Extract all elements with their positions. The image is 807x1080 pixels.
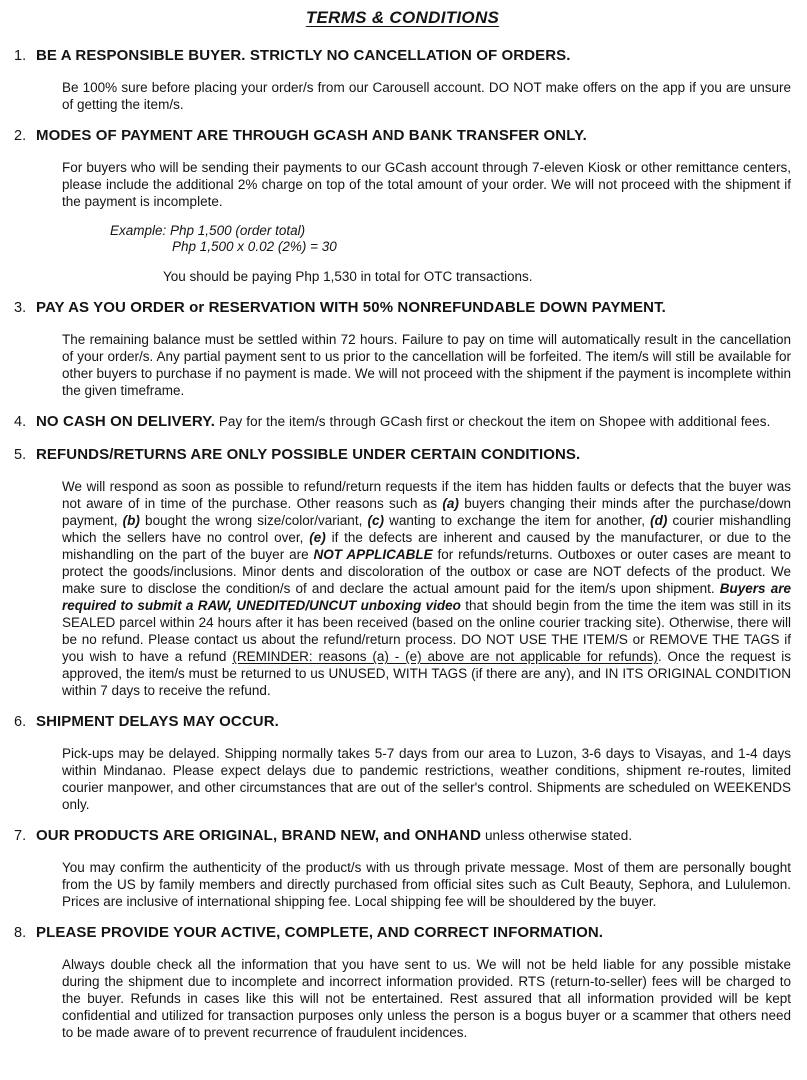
text-run: You should be paying Php 1,530 in total for OTC transactions. [163, 269, 533, 284]
section-number: 4. [14, 414, 27, 430]
section-paragraph [62, 159, 791, 210]
terms-section [14, 298, 791, 399]
text-run: PLEASE PROVIDE YOUR ACTIVE, COMPLETE, AND CORRECT INFORMATION. [36, 924, 604, 941]
text-run: The remaining balance must be settled within 72 hours. Failure to pay on time will automatically result in the cancellation of your order/s. Any partial payment sent to us prior to the cancellation will be forfeited. The item/s will still be available for other buyers to purchase if no payment is made. We will not proceed with the shipment if the payment is incomplete within the given timeframe. [62, 332, 791, 398]
text-run: PAY AS YOU ORDER or RESERVATION WITH 50% NONREFUNDABLE DOWN PAYMENT. [36, 299, 666, 316]
text-run: (d) [650, 513, 668, 528]
section-heading-row [14, 826, 791, 846]
text-run: (a) [442, 496, 459, 511]
terms-section [14, 412, 791, 432]
text-run: Php 1,500 x 0.02 (2%) = 30 [172, 239, 337, 254]
section-heading-row [14, 46, 791, 66]
payment-example [110, 223, 791, 255]
section-body [62, 478, 791, 699]
section-number: 6. [14, 714, 27, 730]
section-paragraph [62, 859, 791, 910]
text-run: NO CASH ON DELIVERY. [36, 413, 215, 430]
otc-total-note [163, 268, 791, 285]
section-heading [36, 298, 666, 318]
section-heading-row [14, 445, 791, 465]
text-run: OUR PRODUCTS ARE ORIGINAL, BRAND NEW, and ONHAND [36, 827, 482, 844]
section-body [62, 79, 791, 113]
section-paragraph [62, 956, 791, 1041]
text-run: courier mishandling which the sellers have no control over, [62, 513, 791, 545]
section-heading-row [14, 298, 791, 318]
text-run: buyers changing their minds after the purchase/down payment, [62, 496, 792, 528]
text-run: wanting to exchange the item for another, [383, 513, 651, 528]
text-run: Always double check all the information that you have sent to us. We will not be held liable for any possible mistake during the shipment due to incomplete and incorrect information provided. RTS (return-to-seller) fees will be charged to the buyer. Refunds in cases like this will not be entertained. Rest assured that all information provided will be kept confidential and utilized for transaction purposes only unless the person is a bogus buyer or a scammer that others need to be made aware of to prevent recurrence of fraudulent incidences. [62, 957, 791, 1040]
text-run: NOT APPLICABLE [313, 547, 433, 562]
text-run: BE A RESPONSIBLE BUYER. STRICTLY NO CANCELLATION OF ORDERS. [36, 47, 571, 64]
text-run: . Once the request is approved, the item/s must be returned to us UNUSED, WITH TAGS (if there are any), and IN ITS ORIGINAL CONDITION within 7 days to receive the refund. [62, 649, 791, 698]
section-number: 3. [14, 300, 27, 316]
section-heading-row [14, 712, 791, 732]
terms-section [14, 126, 791, 285]
terms-section [14, 46, 791, 113]
text-run: Pay for the item/s through GCash first or checkout the item on Shopee with additional fees. [214, 414, 771, 429]
section-heading [36, 46, 571, 66]
text-run: Be 100% sure before placing your order/s from our Carousell account. DO NOT make offers on the app if you are unsure of getting the item/s. [62, 80, 791, 112]
text-run: (b) [122, 513, 140, 528]
terms-section [14, 923, 791, 1041]
text-run: bought the wrong size/color/variant, [139, 513, 368, 528]
text-run: REFUNDS/RETURNS ARE ONLY POSSIBLE UNDER CERTAIN CONDITIONS. [36, 446, 581, 463]
section-number: 2. [14, 128, 27, 144]
section-paragraph [62, 745, 791, 813]
section-number: 5. [14, 447, 27, 463]
section-heading [36, 712, 279, 732]
section-heading [36, 412, 770, 432]
section-heading [36, 826, 632, 846]
section-heading-row [14, 923, 791, 943]
terms-section [14, 712, 791, 813]
text-run: Pick-ups may be delayed. Shipping normally takes 5-7 days from our area to Luzon, 3-6 days to Visayas, and 1-4 days within Mindanao. Please expect delays due to pandemic restrictions, weather conditions, shipment re-routes, limited courier manpower, and other circumstances that are out of the seller's control. Shipments are scheduled on WEEKENDS only. [62, 746, 791, 812]
text-run: You may confirm the authenticity of the product/s with us through private message. Most of them are personally bought from the US by family members and directly purchased from official sites such as Cult Beauty, Sephora, and Lululemon. Prices are inclusive of international shipping fee. Local shipping fee will be shouldered by the buyer. [62, 860, 791, 909]
terms-section [14, 826, 791, 910]
example-line [110, 223, 791, 239]
section-paragraph [62, 478, 791, 699]
text-run: MODES OF PAYMENT ARE THROUGH GCASH AND BANK TRANSFER ONLY. [36, 127, 587, 144]
section-heading [36, 445, 580, 465]
text-run: For buyers who will be sending their payments to our GCash account through 7-eleven Kiosk or other remittance centers, please include the additional 2% charge on top of the total amount of your order. We will not proceed with the shipment if the payment is incomplete. [62, 160, 791, 209]
text-run: Example: Php 1,500 (order total) [110, 223, 306, 238]
section-number: 8. [14, 925, 27, 941]
text-run: (e) [309, 530, 326, 545]
section-paragraph [62, 331, 791, 399]
text-run: if the defects are inherent and caused by the manufacturer, or due to the mishandling on the part of the buyer are [62, 530, 792, 562]
text-run: SHIPMENT DELAYS MAY OCCUR. [36, 713, 279, 730]
section-body [62, 956, 791, 1041]
page-title: TERMS & CONDITIONS [305, 8, 500, 27]
text-run: Buyers are required to submit a RAW, UNEDITED/UNCUT unboxing video [62, 581, 791, 613]
section-heading-row [14, 412, 791, 432]
section-paragraph [62, 79, 791, 113]
sections-list [14, 46, 791, 1041]
text-run: for refunds/returns. Outboxes or outer cases are meant to protect the goods/inclusions. Minor dents and discoloration of the outbox or case are NOT defects of the product. We make sure to disclose the condition/s of and declare the actual amount paid for the item/s upon shipment. [62, 547, 792, 596]
section-heading [36, 923, 603, 943]
section-body [62, 159, 791, 285]
text-run: unless otherwise stated. [481, 828, 633, 843]
terms-section [14, 445, 791, 699]
text-run: (c) [367, 513, 384, 528]
section-body [62, 859, 791, 910]
text-run: We will respond as soon as possible to refund/return requests if the item has hidden faults or defects that the buyer was not aware of in time of the purchase. Other reasons such as [62, 479, 791, 511]
section-number: 1. [14, 48, 27, 64]
section-heading [36, 126, 587, 146]
text-run: that should begin from the time the item was still in its SEALED parcel within 24 hours after it has been received (based on the online courier tracking site). Otherwise, there will be no refund. Please contact us about the refund/return process. DO NOT USE THE ITEM/S or REMOVE THE TAGS if you wish to have a refund [62, 598, 791, 664]
section-number: 7. [14, 828, 27, 844]
example-line [110, 239, 791, 255]
text-run: (REMINDER: reasons (a) - (e) above are not applicable for refunds) [232, 649, 658, 664]
section-body [62, 745, 791, 813]
section-heading-row [14, 126, 791, 146]
section-body [62, 331, 791, 399]
